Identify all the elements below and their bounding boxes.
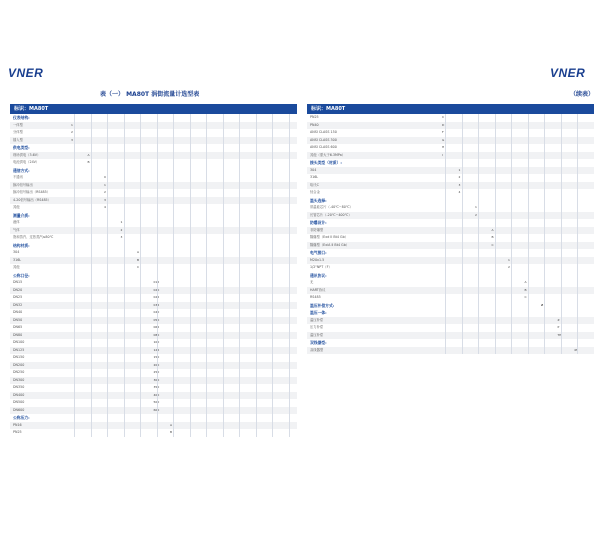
table-row [10, 422, 297, 430]
column-divider [561, 114, 562, 354]
table-row [10, 354, 297, 362]
row-code: B [137, 257, 140, 262]
table-row [307, 257, 594, 265]
row-label: HART协议 [310, 287, 326, 292]
column-divider [107, 114, 108, 437]
table-row [10, 287, 297, 295]
table-row [10, 339, 297, 347]
table-row [10, 347, 297, 355]
row-code: 0 [104, 175, 106, 179]
row-code: 2 [104, 190, 106, 194]
column-divider [124, 114, 125, 437]
row-code: 1 [458, 167, 461, 172]
row-label: 温头选择: [310, 197, 327, 203]
table-row [10, 429, 297, 437]
column-divider [206, 114, 207, 437]
row-label: DN500 [13, 400, 25, 404]
row-label: 液体 [13, 220, 20, 224]
row-label: 双线器型: [310, 340, 327, 345]
row-label: DN20 [13, 287, 23, 292]
row-code: 050 [153, 317, 160, 322]
row-code: 3 [104, 197, 106, 202]
column-divider [445, 114, 446, 354]
section-heading [10, 272, 297, 280]
row-label: DN32 [13, 302, 23, 307]
document-title: 表（一） MA80T 涡街流量计选型表 [100, 91, 200, 98]
row-code: 065 [153, 325, 160, 329]
selection-table-right [307, 104, 594, 354]
row-label: 防爆设计: [310, 220, 327, 225]
row-label: DN150 [13, 355, 25, 359]
table-row [307, 204, 594, 212]
row-label: 供电类型: [13, 145, 30, 150]
section-heading [10, 167, 297, 175]
row-label: 其他（需大于6.3MPa） [310, 152, 346, 157]
row-label: 温压补偿 [310, 332, 324, 337]
row-label: 接头类型（材质）: [310, 160, 342, 165]
row-label: M20x1.5 [310, 257, 325, 262]
row-code: 3 [71, 137, 73, 142]
table-row [307, 234, 594, 242]
table-row [307, 279, 594, 287]
row-label: DN65 [13, 325, 23, 329]
table-row [10, 197, 297, 205]
row-code: C [137, 265, 140, 269]
table-row [307, 189, 594, 197]
table-row [10, 407, 297, 415]
row-label: 316L [13, 257, 22, 262]
column-divider [544, 114, 545, 354]
row-code: A [524, 280, 527, 284]
row-label: DN80 [13, 332, 23, 337]
table-row [307, 324, 594, 332]
row-label: 通信方式: [13, 167, 30, 173]
row-label: 4-20信号输出（RS485） [13, 197, 51, 202]
row-code: 4 [458, 190, 461, 194]
table-row [307, 287, 594, 295]
table-row [307, 144, 594, 152]
row-label: 饱和蒸汽、过热蒸汽≤80℃ [13, 235, 54, 239]
row-label: 隔爆型（Exd II Bt4 Gb） [310, 235, 348, 239]
row-label: 仪表结构: [13, 115, 30, 120]
row-code: B [170, 430, 173, 434]
column-divider [239, 114, 240, 437]
row-label: ANSI CLASS 300 [310, 137, 337, 142]
table-row [307, 212, 594, 220]
column-divider [157, 114, 158, 437]
row-label: 电气接口: [310, 250, 327, 255]
row-code: C [491, 242, 494, 247]
row-code: 020 [153, 287, 160, 292]
column-divider [528, 114, 529, 354]
row-label: 电池供电（24V） [13, 160, 40, 164]
table-row [307, 152, 594, 160]
row-code: C [442, 115, 445, 119]
row-code: 2 [475, 212, 477, 217]
section-heading [307, 272, 594, 280]
table-body [10, 114, 297, 437]
table-row [10, 152, 297, 160]
row-code: 350 [153, 385, 160, 389]
row-label: 温压补偿 [310, 317, 324, 322]
row-label: 脉冲信号输出（RS485） [13, 190, 51, 194]
row-code: B [524, 287, 527, 292]
section-heading [10, 144, 297, 152]
table-row [10, 392, 297, 400]
row-code: 1 [71, 122, 73, 127]
row-code: H [442, 145, 445, 149]
table-row [307, 174, 594, 182]
table-row [10, 264, 297, 272]
row-label: 隔爆型（ExiA II Bt4 Gb） [310, 242, 350, 247]
column-divider [140, 114, 141, 437]
row-code: 4T [574, 347, 578, 352]
table-row [10, 384, 297, 392]
table-header: 标识：MA80T [307, 104, 594, 114]
table-header: 标识：MA80T [10, 104, 297, 114]
row-code: I [442, 152, 443, 157]
table-row [10, 362, 297, 370]
table-row [307, 114, 594, 122]
table-row [10, 324, 297, 332]
row-label: DN40 [13, 310, 23, 314]
table-row [10, 309, 297, 317]
row-code: Z [557, 317, 560, 322]
table-row [10, 122, 297, 130]
row-code: 600 [153, 407, 160, 412]
table-row [10, 204, 297, 212]
row-label: RS485 [310, 295, 321, 299]
row-code: 400 [153, 392, 160, 397]
row-code: F [442, 130, 444, 134]
row-code: A [170, 422, 173, 427]
row-label: 公称压力: [13, 415, 30, 420]
row-code: 2 [120, 227, 123, 232]
section-heading [10, 114, 297, 122]
table-row [10, 189, 297, 197]
row-label: 304 [13, 250, 20, 254]
table-row [10, 369, 297, 377]
section-heading [307, 302, 594, 310]
row-label: DN200 [13, 362, 25, 367]
table-row [10, 317, 297, 325]
table-row [10, 399, 297, 407]
row-label: 长管芯片（-20℃~400℃） [310, 212, 352, 217]
row-code: 025 [153, 295, 160, 299]
table-row [10, 227, 297, 235]
row-code: 1 [120, 220, 123, 224]
section-heading [10, 212, 297, 220]
row-code: A [491, 227, 494, 232]
row-code: 032 [153, 302, 160, 307]
row-code: 040 [153, 310, 160, 314]
column-divider [478, 114, 479, 354]
row-label: DN600 [13, 407, 25, 412]
row-label: DN100 [13, 340, 25, 344]
row-code: A [137, 250, 140, 254]
row-label: 分体型 [13, 130, 23, 134]
row-label: 插入型 [13, 137, 23, 142]
row-label: 通讯协议: [310, 272, 327, 278]
row-label: 公称口径: [13, 272, 30, 278]
row-code: TP [557, 332, 562, 337]
row-label: DN50 [13, 317, 23, 322]
column-divider [495, 114, 496, 354]
row-code: 150 [153, 355, 160, 359]
row-label: 结构材质: [13, 242, 30, 248]
row-label: DN350 [13, 385, 25, 389]
table-row [10, 137, 297, 145]
row-code: 200 [153, 362, 160, 367]
table-row [10, 129, 297, 137]
table-row [307, 347, 594, 355]
row-code: 125 [153, 347, 160, 352]
row-label: 哈氏C [310, 182, 319, 187]
row-label: DN15 [13, 280, 23, 284]
column-divider [173, 114, 174, 437]
column-divider [462, 114, 463, 354]
section-heading [307, 159, 594, 167]
column-divider [577, 114, 578, 354]
table-row [10, 182, 297, 190]
section-heading [10, 242, 297, 250]
table-row [10, 234, 297, 242]
selection-table-left [10, 104, 297, 437]
table-row [10, 302, 297, 310]
row-label: PN40 [310, 122, 319, 127]
table-row [307, 294, 594, 302]
row-label: PN16 [13, 422, 22, 427]
row-code: B [87, 160, 90, 164]
column-divider [289, 114, 290, 437]
row-label: DN125 [13, 347, 25, 352]
row-label: 现场供电（3.6V） [13, 152, 41, 157]
row-label: 气体 [13, 227, 20, 232]
section-heading [307, 249, 594, 257]
table-row [307, 317, 594, 325]
continued-label: （续表） [570, 91, 595, 98]
row-label: 测量介质: [13, 212, 30, 218]
row-label: DN250 [13, 370, 25, 374]
row-code: 080 [153, 332, 160, 337]
row-code: 1 [104, 182, 106, 187]
table-row [307, 122, 594, 130]
row-code: 2 [71, 130, 73, 134]
column-divider [190, 114, 191, 437]
row-label: 316L [310, 175, 319, 179]
row-code: 100 [153, 340, 160, 344]
brand-logo-right: VNER [550, 66, 586, 80]
row-code: 015 [153, 280, 160, 284]
row-label: 脉冲信号输出 [13, 182, 33, 187]
row-label: 一体型 [13, 122, 23, 127]
row-label: 常温硅芯片（-40℃~80℃） [310, 205, 353, 209]
row-code: 4 [104, 205, 106, 209]
column-divider [74, 114, 75, 437]
table-row [10, 377, 297, 385]
row-code: 2 [508, 265, 510, 269]
column-divider [91, 114, 92, 437]
row-code: 1 [475, 205, 477, 209]
table-row [307, 264, 594, 272]
table-row [10, 332, 297, 340]
row-label: DN25 [13, 295, 23, 299]
section-heading [10, 414, 297, 422]
row-label: 双线器型 [310, 347, 324, 352]
table-row [10, 159, 297, 167]
table-row [307, 332, 594, 340]
row-code: P [557, 325, 560, 329]
column-divider [511, 114, 512, 354]
row-label: ANSI CLASS 600 [310, 145, 337, 149]
row-code: C [524, 295, 527, 299]
row-label: 钛合金 [310, 190, 320, 194]
brand-logo: VNER [8, 66, 44, 80]
row-label: 304 [310, 167, 317, 172]
table-row [307, 227, 594, 235]
row-code: 2 [458, 175, 461, 179]
row-code: 3 [458, 182, 461, 187]
column-divider [272, 114, 273, 437]
column-divider [256, 114, 257, 437]
table-row [10, 279, 297, 287]
row-label: PN25 [310, 115, 319, 119]
row-code: 3 [120, 235, 123, 239]
column-divider [223, 114, 224, 437]
table-row [307, 182, 594, 190]
table-row [10, 174, 297, 182]
row-label: 无 [310, 280, 314, 284]
table-row [10, 249, 297, 257]
row-label: PN25 [13, 430, 22, 434]
table-row [307, 242, 594, 250]
section-heading [307, 309, 594, 317]
section-heading [307, 219, 594, 227]
section-heading [307, 339, 594, 347]
row-code: G [442, 137, 445, 142]
table-row [307, 129, 594, 137]
row-label: 不通讯 [13, 175, 23, 179]
row-label: ANSI CLASS 150 [310, 130, 337, 134]
table-row [307, 137, 594, 145]
row-label: 温压补偿方式: [310, 302, 335, 308]
row-label: 其他 [13, 205, 20, 209]
row-label: 压力补偿 [310, 325, 324, 329]
table-row [10, 257, 297, 265]
row-code: A [87, 152, 90, 157]
row-label: 其他 [13, 265, 20, 269]
row-label: DN400 [13, 392, 25, 397]
row-label: 非防爆型 [310, 227, 324, 232]
row-code: Z [541, 302, 544, 307]
row-code: 300 [153, 377, 160, 382]
row-code: B [491, 235, 494, 239]
row-code: D [442, 122, 445, 127]
row-label: 1/2"NPT（F） [310, 265, 332, 269]
table-row [10, 219, 297, 227]
row-code: 500 [153, 400, 160, 404]
table-row [307, 167, 594, 175]
section-heading [307, 197, 594, 205]
row-label: 温压一体: [310, 310, 327, 315]
row-code: 250 [153, 370, 160, 374]
row-label: DN300 [13, 377, 25, 382]
row-code: 1 [508, 257, 510, 262]
table-body [307, 114, 594, 354]
table-row [10, 294, 297, 302]
